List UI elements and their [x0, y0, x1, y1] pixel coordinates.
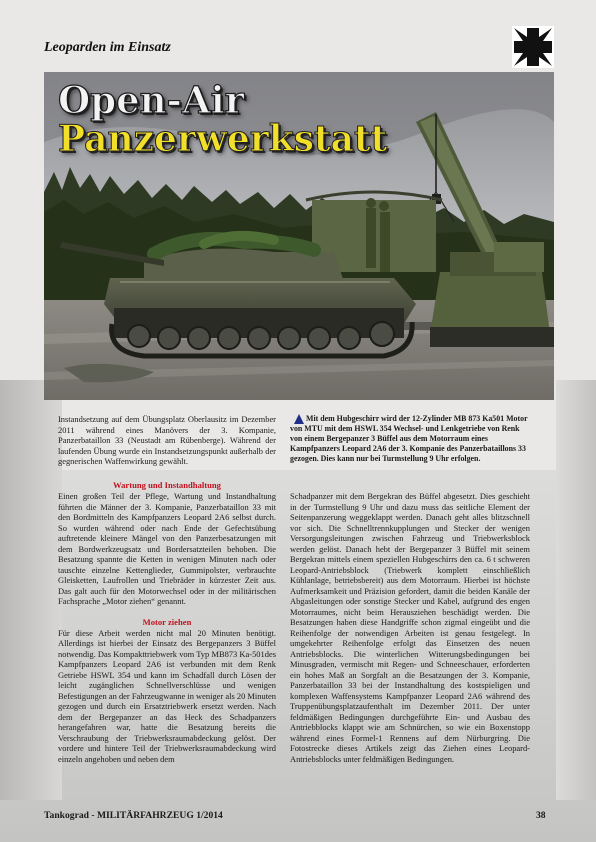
iron-cross-icon — [512, 26, 554, 68]
footer-magazine: Tankograd - MILITÄRFAHRZEUG 1/2014 — [44, 810, 223, 821]
subhead-motor-ziehen: Motor ziehen — [142, 616, 192, 627]
article-headline — [58, 78, 388, 160]
paragraph-wartung: Einen großen Teil der Pflege, Wartung und Instandhaltung führten die Männer der 3. Kompanie, Panzerbataillon 33 mit den Bordmitteln des Kampfpanzers Leopard 2A6 selbst durch. So wurden während oder nach Ende der Gefechtsübung auftretende kleinere Mängel von den Panzerbesatzungen mit dem Bordwerkzeugsatz und Bordersatzteilen behoben. Die Besatzung spannte die Ketten in wenigen Minuten nach oder tauschte einzelne Kettenglieder, Gummipolster, verbrauchte Gleisketten, Laufrollen und Triebräder in kürzester Zeit aus. Das galt auch für den Motorwechsel oder in der militärischen Fachsprache „Motor ziehen“ genannt. — [58, 491, 276, 606]
caption-text: Mit dem Hubgeschirr wird der 12-Zylinder MB 873 Ka501 Motor von MTU mit dem HSWL 354 Wechsel- und Lenkgetriebe von Renk von einem Bergepanzer 3 Büffel aus dem Motorraum eines Kampfpanzers Leopard 2A6 der 3. Kompanie des Panzerbataillons 33 gezogen. Dies kann nur bei Turmstellung 9 Uhr erfolgen. — [290, 414, 528, 463]
section-title: Leoparden im Einsatz — [44, 40, 171, 55]
headline-line1: Open-Air — [58, 78, 245, 122]
right-column-text: Schadpanzer mit dem Bergekran des Büffel abgesetzt. Dies geschieht in der Turmstellung 9 Uhr und dazu muss das seitliche Element der Seitenpanzerung weggeklappt werden. Danach geht alles blitzschnell vor sich. Die Schnelltrennkupplungen und Stecker der wenigen Versorgungsleitungen zwischen Fahrzeug und Triebwerksblock werden gelöst. Danach hebt der Bergepanzer 3 Büffel mit seinem Bergekran mittels einem speziellen Hubgeschirrs den ca. 6 t schweren Leopard-Antriebsblock (Triebwerk komplett einschließlich Kühlanlage, betriebsbereit) aus dem Motorraum. Hierbei ist höchste Aufmerksamkeit und Präzision gefordert, damit die beiden Kanäle der Abgasleitungen oder sonstige Stecker und Kabel, aufgrund des engen Motorraumes, nicht beim Herausziehen beschädigt werden. Die Besatzungen haben diese Handgriffe schon zigmal eingeübt und die Reihenfolge der notwendigen Arbeiten ist genau festgelegt. In umgekehrter Reihenfolge erfolgt das Einsetzen des neuen Antriebsblocks. Die winterlichen Witterungsbedingungen bei Minusgraden, vermischt mit Regen- und Schneeschauer, erforderten ein hohes Maß an Sorgfalt an die Besatzungen der 3. Kompanie, Panzerbataillon 33 bei der Instandhaltung des kostspieligen und komplexen Waffensystems Kampfpanzer Leopard 2A6 während des Truppenübungsplatzaufenthalt im Dezember 2011. Der unter feldmäßigen Bedingungen durchgeführte Ein- und Ausbau des Antriebblocks klappt wie am Schnürchen, so wie ein Boxenstopp während eines Formel-1 Rennens auf dem Nürburgring. Die Fotostrecke dieses Artikels zeigt das Ziehen eines Leopard-Antriebsblocks unter feldmäßigen Bedingungen. — [290, 491, 530, 764]
page-background-right — [556, 380, 596, 800]
paragraph-motor-ziehen: Für diese Arbeit werden nicht mal 20 Minuten benötigt. Allerdings ist hierbei der Einsatz des Bergepanzers 3 Büffel notwendig. Das Kompakttriebwerk vom Typ MB873 Ka-501des Kampfpanzers Leopard 2A6 ist verbunden mit dem Renk Getriebe HSWL 354 und kann im Schadfall durch Lösen der leicht zugänglichen Schnellverschlüsse und wenigen Befestigungen an der Fahrzeugwanne in weniger als 20 Minuten gezogen und durch ein Ersatztriebwerk ersetzt werden. Nach dem der Bergepanzer an das Heck des Schadpanzers herangefahren war, hatte die Besatzung bereits die Verschraubung der Triebwerksraumabdeckung gelöst. Der vordere und hintere Teil der Triebwerksraumabdeckung wird einzeln angehoben und neben dem — [58, 627, 276, 764]
headline-line2: Panzerwerkstatt — [58, 118, 388, 160]
page-number: 38 — [536, 810, 546, 821]
page-background-left — [0, 380, 62, 800]
left-column — [58, 480, 276, 764]
photo-caption — [290, 414, 530, 464]
subhead-wartung: Wartung und Instandhaltung — [113, 480, 221, 490]
intro-paragraph: Instandsetzung auf dem Übungsplatz Oberlausitz im Dezember 2011 während eines Manövers der 3. Kompanie, Panzerbataillon 33 (Neustadt am Rübenberge). Während der laufenden Übung wurde ein Instandsetzungspunkt außerhalb der gegnerischen Waffenwirkung gewählt. — [58, 414, 276, 466]
